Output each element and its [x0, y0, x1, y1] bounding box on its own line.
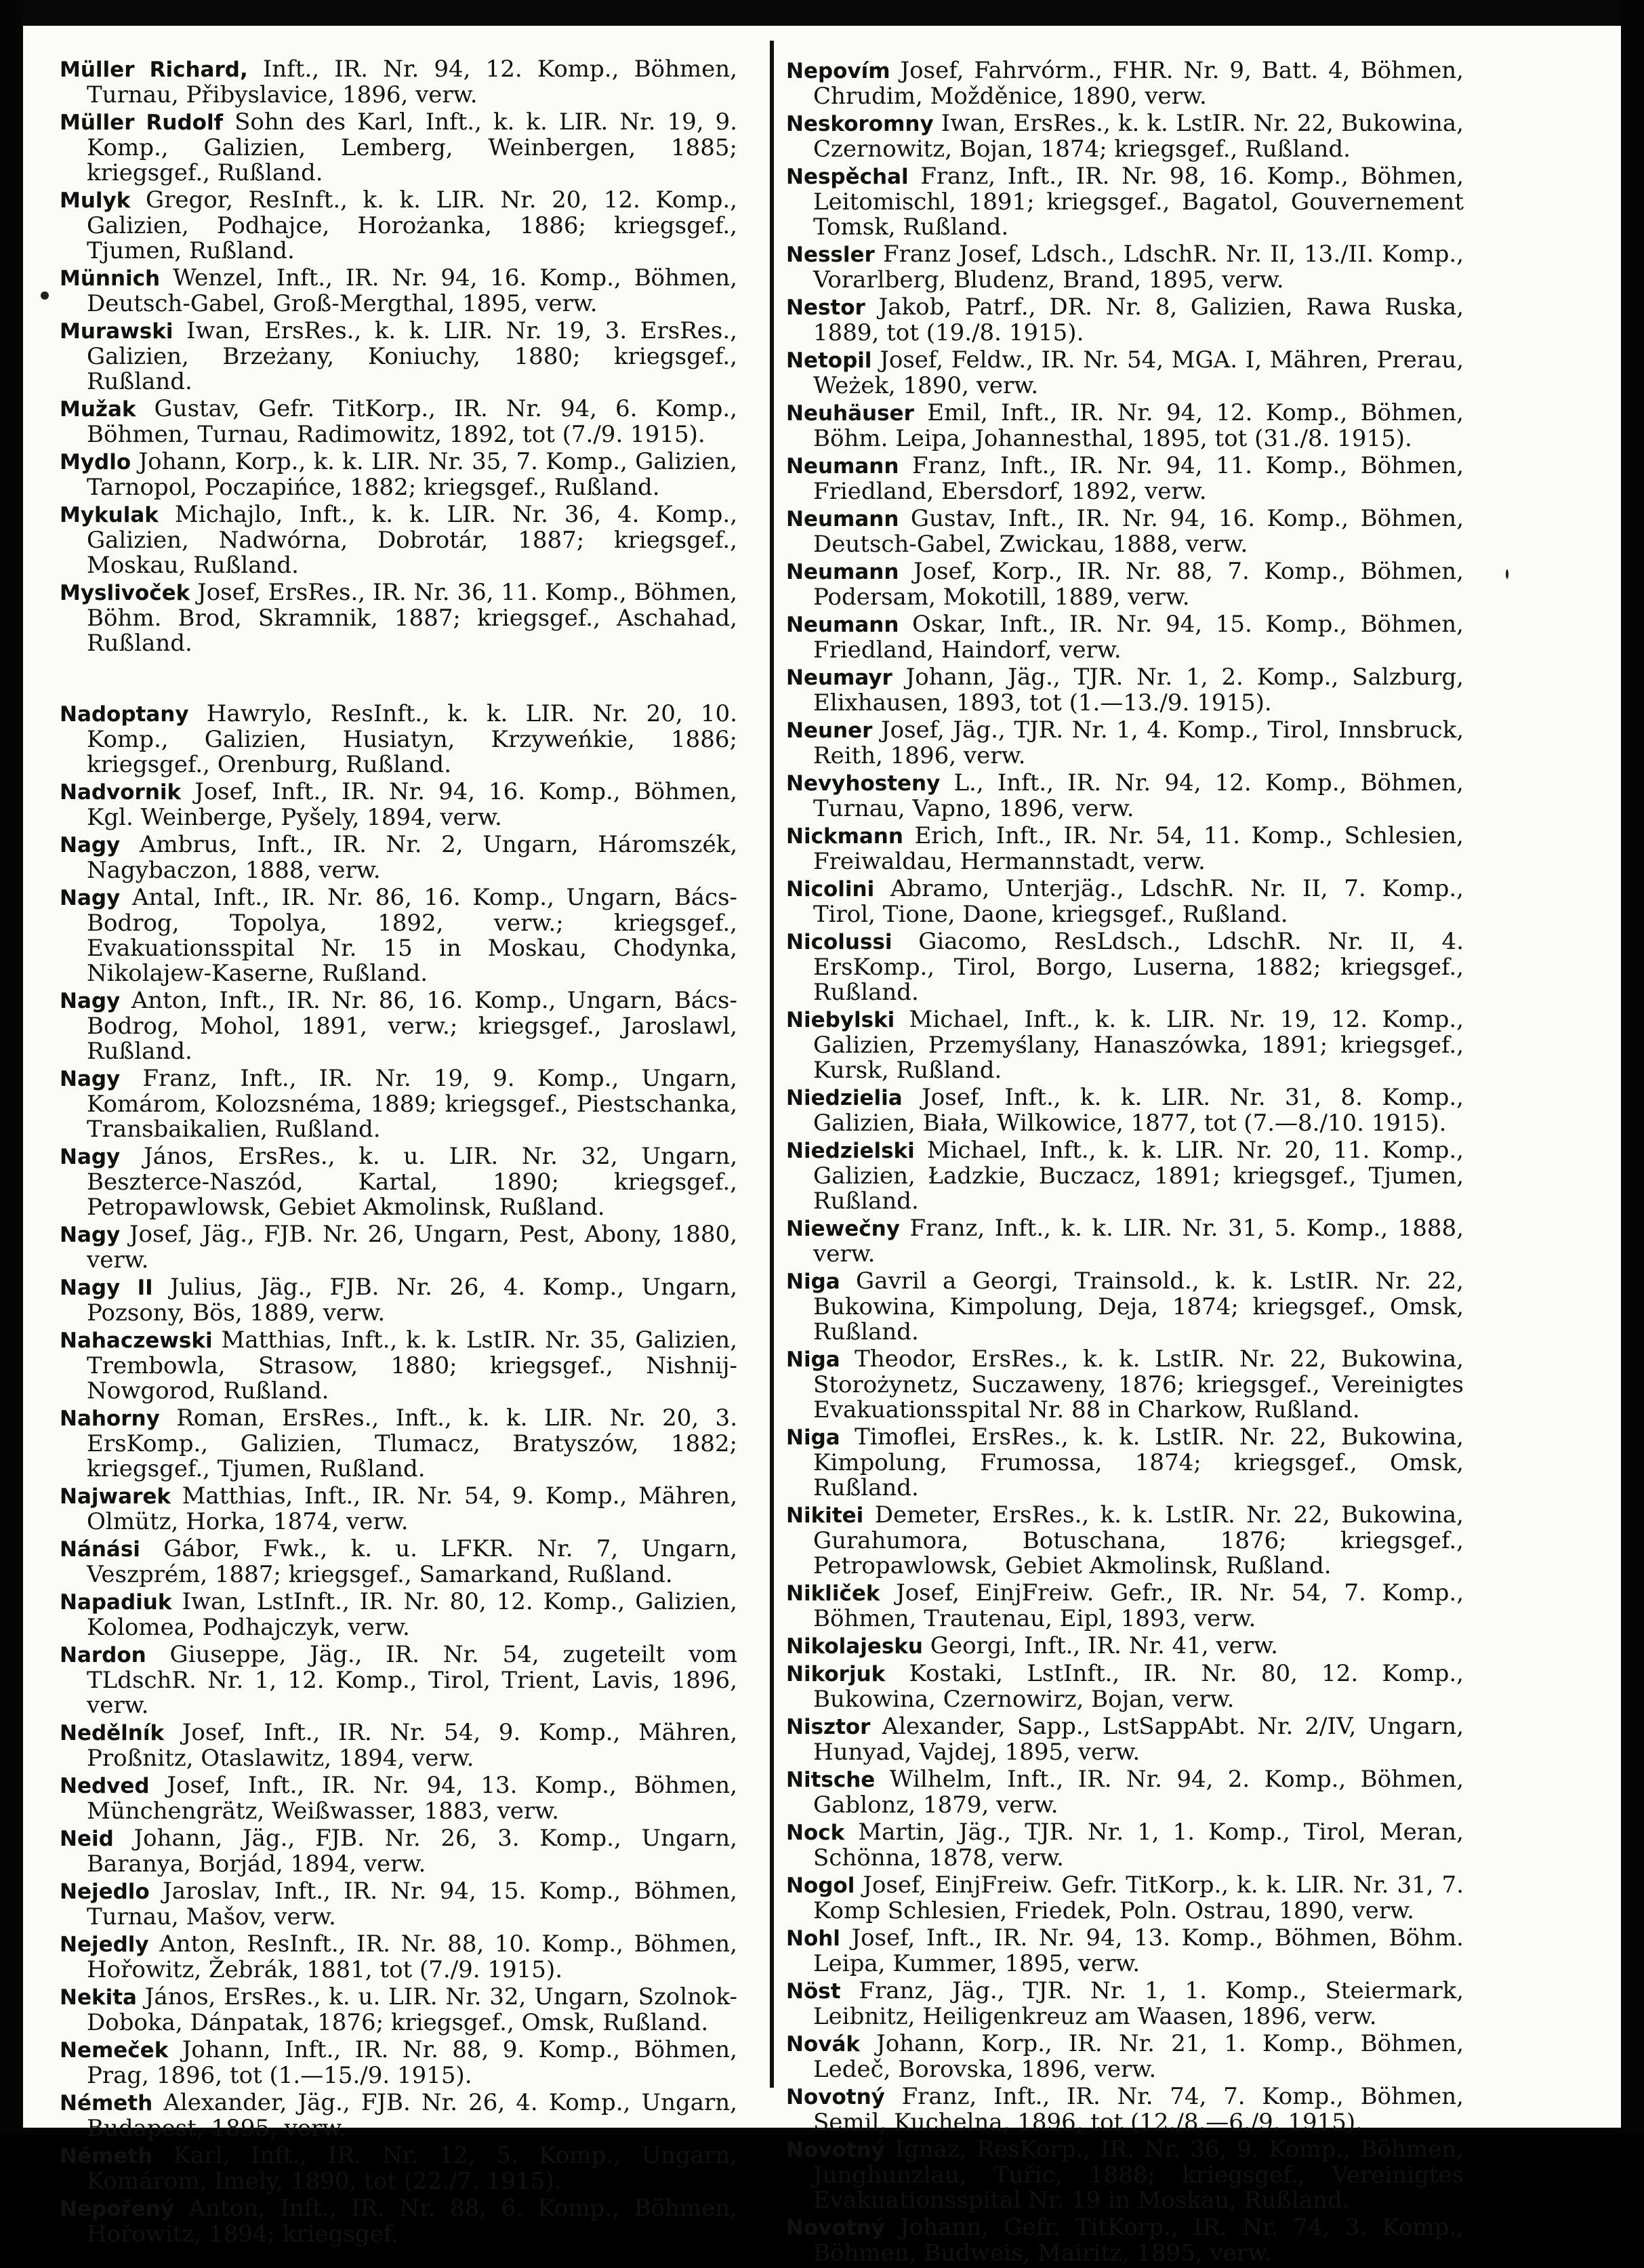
entry-surname: Nagy [60, 989, 121, 1013]
entry-details: Matthias, Inft., k. k. LstIR. Nr. 35, Galizien, Trembowla, Strasow, 1880; kriegsgef., Nishnij-Nowgorod, Rußland. [87, 1327, 737, 1404]
register-entry [60, 1328, 737, 1404]
register-entry [786, 665, 1464, 716]
register-entry [786, 1216, 1464, 1267]
register-entry [60, 1720, 737, 1771]
entry-details: Johann, Jäg., FJB. Nr. 26, 3. Komp., Ungarn, Baranya, Borjád, 1894, verw. [87, 1825, 737, 1878]
register-entry [60, 1773, 737, 1824]
entry-surname: Netopil [786, 348, 872, 373]
entry-surname: Niga [786, 1270, 840, 1294]
entry-details: Inft., IR. Nr. 94, 12. Komp., Böhmen, Turnau, Přibyslavice, 1896, verw. [87, 56, 737, 108]
entry-surname: Nogol [786, 1874, 855, 1898]
entry-details: Ignaz, ResKorp., IR. Nr. 36, 9. Komp., Böhmen, Junghunzlau, Tuřic, 1888; kriegsgef., Vereinigtes Evakuationsspital Nr. 19 in Moskau, Rußland. [813, 2136, 1464, 2214]
entry-details: Iwan, ErsRes., k. k. LIR. Nr. 19, 3. ErsRes., Galizien, Brzeżany, Koniuchy, 1880; kriegsgef., Rußland. [87, 317, 737, 395]
register-entry [60, 1144, 737, 1220]
entry-surname: Nagy II [60, 1276, 153, 1300]
entry-details: Josef, ErsRes., IR. Nr. 36, 11. Komp., Böhmen, Böhm. Brod, Skramnik, 1887; kriegsgef., Aschahad, Rußland. [87, 579, 737, 657]
register-entry [60, 110, 737, 186]
entry-details: Gregor, ResInft., k. k. LIR. Nr. 20, 12. Komp., Galizien, Podhajce, Horożanka, 1886; kriegsgef., Tjumen, Rußland. [87, 186, 737, 264]
entry-details: Franz, Inft., IR. Nr. 94, 11. Komp., Böhmen, Friedland, Ebersdorf, 1892, verw. [813, 452, 1464, 505]
register-entry [60, 1066, 737, 1142]
entry-details: Johann, Inft., IR. Nr. 88, 9. Komp., Böhmen, Prag, 1896, tot (1.—15./9. 1915). [87, 2036, 737, 2089]
register-entry [60, 1985, 737, 2036]
register-entry [786, 1634, 1464, 1659]
entry-details: Josef, EinjFreiw. Gefr. TitKorp., k. k. LIR. Nr. 31, 7. Komp Schlesien, Friedek, Poln. Ostrau, 1890, verw. [813, 1871, 1464, 1924]
entry-details: Abramo, Unterjäg., LdschR. Nr. II, 7. Komp., Tirol, Tione, Daone, kriegsgef., Rußland. [813, 875, 1464, 928]
entry-surname: Nejedlo [60, 1880, 150, 1904]
register-entry [60, 779, 737, 830]
register-entry [786, 771, 1464, 822]
entry-details: Josef, Fahrvórm., FHR. Nr. 9, Batt. 4, Böhmen, Chrudim, Možděnice, 1890, verw. [813, 57, 1464, 110]
entry-details: Wenzel, Inft., IR. Nr. 94, 16. Komp., Böhmen, Deutsch-Gabel, Groß-Mergthal, 1895, verw. [87, 264, 737, 317]
entry-surname: Neumann [786, 613, 899, 637]
entry-details: Johann, Jäg., TJR. Nr. 1, 2. Komp., Salzburg, Elixhausen, 1893, tot (1.—13./9. 1915). [813, 664, 1464, 716]
right-column [786, 58, 1464, 2268]
entry-details: Georgi, Inft., IR. Nr. 41, verw. [922, 1632, 1278, 1659]
entry-surname: Niedzielia [786, 1086, 903, 1110]
entry-surname: Nedělník [60, 1721, 165, 1745]
entry-surname: Müller Richard, [60, 58, 248, 82]
entry-details: Franz Josef, Ldsch., LdschR. Nr. II, 13./II. Komp., Vorarlberg, Bludenz, Brand, 1895, verw. [813, 241, 1464, 293]
entry-surname: Nadvornik [60, 780, 182, 805]
entry-surname: Müller Rudolf [60, 110, 224, 135]
register-entry [786, 164, 1464, 240]
entry-surname: Nickmann [786, 824, 903, 849]
register-entry [60, 1222, 737, 1273]
entry-details: Iwan, ErsRes., k. k. LstIR. Nr. 22, Bukowina, Czernowitz, Bojan, 1874; kriegsgef., Rußland. [813, 110, 1464, 163]
entry-details: Josef, Jäg., FJB. Nr. 26, Ungarn, Pest, Abony, 1880, verw. [87, 1221, 737, 1274]
entry-surname: Nagy [60, 1145, 121, 1169]
register-entry [60, 1406, 737, 1482]
register-entry [786, 1979, 1464, 2029]
entry-surname: Nagy [60, 833, 121, 857]
entry-surname: Nitsche [786, 1768, 876, 1792]
entry-surname: Nessler [786, 243, 875, 267]
entry-surname: Nadoptany [60, 702, 189, 727]
entry-details: Gábor, Fwk., k. u. LFKR. Nr. 7, Ungarn, Veszprém, 1887; kriegsgef., Samarkand, Rußland. [87, 1535, 737, 1588]
entry-surname: Mydlo [60, 450, 131, 474]
entry-details: Timoflei, ErsRes., k. k. LstIR. Nr. 22, Bukowina, Kimpolung, Frumossa, 1874; kriegsgef., Omsk, Rußland. [813, 1423, 1464, 1501]
entry-details: Karl, Inft., IR. Nr. 12, 5. Komp., Ungarn, Komárom, Imely, 1890, tot (22./7. 1915). [87, 2142, 737, 2195]
register-entry [60, 1275, 737, 1326]
entry-surname: Neumayr [786, 666, 892, 690]
entry-surname: Niga [786, 1348, 840, 1372]
entry-details: Anton, ResInft., IR. Nr. 88, 10. Komp., Böhmen, Hořowitz, Žebrák, 1881, tot (7./9. 1915). [87, 1930, 737, 1983]
entry-details: János, ErsRes., k. u. LIR. Nr. 32, Ungarn, Beszterce-Naszód, Kartal, 1890; kriegsgef., Petropawlowsk, Gebiet Akmolinsk, Rußland. [87, 1143, 737, 1221]
entry-details: Giuseppe, Jäg., IR. Nr. 54, zugeteilt vom TLdschR. Nr. 1, 12. Komp., Tirol, Trient, Lavis, 1896, verw. [87, 1641, 737, 1719]
entry-surname: Nespěchal [786, 165, 909, 189]
register-entry [786, 1085, 1464, 1136]
register-entry [786, 453, 1464, 504]
entry-surname: Niebylski [786, 1008, 895, 1032]
entry-details: Josef, Jäg., TJR. Nr. 1, 4. Komp., Tirol, Innsbruck, Reith, 1896, verw. [813, 716, 1464, 769]
register-entry [60, 266, 737, 317]
register-entry [60, 1484, 737, 1535]
register-entry [786, 58, 1464, 109]
entry-surname: Mužak [60, 397, 136, 422]
register-entry [786, 824, 1464, 874]
entry-surname: Nahorny [60, 1406, 160, 1431]
entry-surname: Murawski [60, 319, 173, 344]
entry-surname: Németh [60, 2091, 153, 2115]
entry-surname: Nohl [786, 1926, 840, 1951]
entry-details: Sohn des Karl, Inft., k. k. LIR. Nr. 19, 9. Komp., Galizien, Lemberg, Weinbergen, 1885; kriegsgef., Rußland. [87, 108, 737, 186]
entry-surname: Niewečny [786, 1217, 900, 1241]
register-entry [786, 1347, 1464, 1423]
entry-details: Josef, Korp., IR. Nr. 88, 7. Komp., Böhmen, Podersam, Mokotill, 1889, verw. [813, 558, 1464, 611]
register-entry [60, 2196, 737, 2247]
register-entry [60, 580, 737, 656]
entry-surname: Novák [786, 2032, 860, 2057]
register-entry [786, 1007, 1464, 1083]
register-entry [60, 449, 737, 500]
entry-details: Gavril a Georgi, Trainsold., k. k. LstIR. Nr. 22, Bukowina, Kimpolung, Deja, 1874; kriegsgef., Omsk, Rußland. [813, 1268, 1464, 1345]
register-entry [60, 832, 737, 883]
entry-surname: Nekita [60, 1985, 137, 2010]
entry-details: Josef, Inft., k. k. LIR. Nr. 31, 8. Komp., Galizien, Biała, Wilkowice, 1877, tot (7.—8./10. 1915). [813, 1084, 1464, 1137]
entry-details: Franz, Inft., IR. Nr. 98, 16. Komp., Böhmen, Leitomischl, 1891; kriegsgef., Bagatol, Gouvernement Tomsk, Rußland. [813, 163, 1464, 241]
register-entry [786, 1425, 1464, 1501]
entry-surname: Nejedly [60, 1932, 149, 1957]
scan-edge-top [0, 0, 1644, 26]
register-entry [786, 2215, 1464, 2266]
register-entry [60, 1537, 737, 1587]
entry-details: Michael, Inft., k. k. LIR. Nr. 20, 11. Komp., Galizien, Ładzkie, Buczacz, 1891; kriegsgef., Tjumen, Rußland. [813, 1137, 1464, 1215]
entry-details: Franz, Inft., k. k. LIR. Nr. 31, 5. Komp., 1888, verw. [813, 1215, 1464, 1268]
register-entry [786, 1767, 1464, 1818]
entry-surname: Napadiuk [60, 1590, 172, 1615]
entry-details: Antal, Inft., IR. Nr. 86, 16. Komp., Ungarn, Bács-Bodrog, Topolya, 1892, verw.; kriegsgef., Evakuationsspital Nr. 15 in Moskau, Chodynka, Nikolajew-Kaserne, Rußland. [87, 884, 737, 987]
register-entry [60, 502, 737, 578]
entry-details: Emil, Inft., IR. Nr. 94, 12. Komp., Böhmen, Böhm. Leipa, Johannesthal, 1895, tot (31./8. 1915). [813, 399, 1464, 452]
entry-surname: Niedzielski [786, 1139, 915, 1163]
entry-surname: Nikorjuk [786, 1662, 886, 1686]
entry-details: Josef, Inft., IR. Nr. 54, 9. Komp., Mähren, Proßnitz, Otaslawitz, 1894, verw. [87, 1719, 737, 1772]
entry-surname: Neskoromny [786, 112, 934, 136]
entry-surname: Nöst [786, 1979, 841, 2004]
entry-details: Johann, Korp., k. k. LIR. Nr. 35, 7. Komp., Galizien, Tarnopol, Poczapińce, 1882; kriegsgef., Rußland. [87, 448, 737, 501]
register-entry [786, 876, 1464, 927]
register-entry [786, 111, 1464, 162]
entry-surname: Neumann [786, 454, 899, 479]
entry-surname: Nikolajesku [786, 1634, 923, 1659]
left-column [60, 57, 737, 2249]
register-entry [60, 188, 737, 264]
entry-details: Johann, Gefr. TitKorp., IR. Nr. 74, 3. Komp., Böhmen, Budweis, Mairitz, 1895, verw. [813, 2214, 1464, 2267]
entry-surname: Najwarek [60, 1484, 171, 1509]
register-entry [786, 1661, 1464, 1712]
entry-details: Josef, Feldw., IR. Nr. 54, MGA. I, Mähren, Prerau, Weżek, 1890, verw. [813, 346, 1464, 399]
entry-details: Wilhelm, Inft., IR. Nr. 94, 2. Komp., Böhmen, Gablonz, 1879, verw. [813, 1766, 1464, 1819]
entry-surname: Nepovím [786, 59, 890, 83]
register-entry [60, 1932, 737, 1983]
entry-surname: Neid [60, 1827, 114, 1851]
entry-details: Ambrus, Inft., IR. Nr. 2, Ungarn, Háromszék, Nagybaczon, 1888, verw. [87, 831, 737, 884]
entry-surname: Mykulak [60, 503, 159, 527]
register-entry [60, 2038, 737, 2088]
entry-surname: Nánási [60, 1537, 140, 1562]
entry-details: Kostaki, LstInft., IR. Nr. 80, 12. Komp., Bukowina, Czernowirz, Bojan, verw. [813, 1660, 1464, 1713]
register-entry [786, 1581, 1464, 1632]
register-entry [60, 319, 737, 394]
entry-details: Josef, EinjFreiw. Gefr., IR. Nr. 54, 7. Komp., Böhmen, Trautenau, Eipl, 1893, verw. [813, 1579, 1464, 1632]
register-entry [60, 2090, 737, 2141]
scan-edge-left [0, 0, 23, 2134]
entry-surname: Mulyk [60, 188, 131, 213]
register-entry [786, 1714, 1464, 1765]
register-entry [786, 1138, 1464, 1214]
entry-details: Alexander, Jäg., FJB. Nr. 26, 4. Komp., Ungarn, Budapest, 1895, verw. [87, 2089, 737, 2142]
entry-surname: Neumann [786, 560, 899, 584]
register-entry [786, 295, 1464, 346]
entry-details: Alexander, Sapp., LstSappAbt. Nr. 2/IV, Ungarn, Hunyad, Vajdej, 1895, verw. [813, 1713, 1464, 1766]
entry-surname: Nikitei [786, 1503, 864, 1528]
register-entry [786, 1926, 1464, 1977]
entry-details: Matthias, Inft., IR. Nr. 54, 9. Komp., Mähren, Olmütz, Horka, 1874, verw. [87, 1482, 737, 1535]
entry-surname: Nahaczewski [60, 1329, 213, 1353]
left-column-section-m [60, 57, 737, 656]
entry-surname: Nevyhosteny [786, 771, 941, 796]
entry-details: Franz, Inft., IR. Nr. 74, 7. Komp., Böhmen, Semil, Kuchelna, 1896, tot (12./8.—6./9. 1915). [813, 2083, 1464, 2136]
register-entry [786, 2137, 1464, 2213]
register-entry [60, 2143, 737, 2194]
register-entry [60, 1642, 737, 1718]
register-entry [786, 2031, 1464, 2082]
entry-surname: Nock [786, 1821, 845, 1845]
section-gap [60, 658, 737, 702]
entry-surname: Nardon [60, 1643, 146, 1667]
entry-details: Hawrylo, ResInft., k. k. LIR. Nr. 20, 10. Komp., Galizien, Husiatyn, Krzyweńkie, 1886; kriegsgef., Orenburg, Rußland. [87, 700, 737, 778]
left-column-section-n [60, 702, 737, 2247]
entry-surname: Nepořený [60, 2197, 175, 2221]
register-entry [786, 1503, 1464, 1579]
entry-details: Giacomo, ResLdsch., LdschR. Nr. II, 4. ErsKomp., Tirol, Borgo, Luserna, 1882; kriegsgef., Rußland. [813, 928, 1464, 1006]
entry-details: Jakob, Patrf., DR. Nr. 8, Galizien, Rawa Ruska, 1889, tot (19./8. 1915). [813, 293, 1464, 346]
entry-surname: Nestor [786, 296, 865, 320]
entry-details: Franz, Jäg., TJR. Nr. 1, 1. Komp., Steiermark, Leibnitz, Heiligenkreuz am Waasen, 1896, verw. [813, 1977, 1464, 2030]
register-entry [786, 559, 1464, 610]
entry-details: Martin, Jäg., TJR. Nr. 1, 1. Komp., Tirol, Meran, Schönna, 1878, verw. [813, 1819, 1464, 1871]
entry-surname: Nisztor [786, 1715, 871, 1739]
entry-surname: Németh [60, 2144, 153, 2168]
entry-details: Josef, Inft., IR. Nr. 94, 13. Komp., Böhmen, Böhm. Leipa, Kummer, 1895, verw. [813, 1924, 1464, 1977]
entry-details: Josef, Inft., IR. Nr. 94, 13. Komp., Böhmen, Münchengrätz, Weißwasser, 1883, verw. [87, 1772, 737, 1825]
register-entry [786, 401, 1464, 451]
register-entry [60, 1589, 737, 1640]
register-entry [786, 1873, 1464, 1924]
register-entry [60, 1826, 737, 1877]
scan-speck [41, 291, 49, 300]
right-column-section-n [786, 58, 1464, 2266]
entry-details: Gustav, Gefr. TitKorp., IR. Nr. 94, 6. Komp., Böhmen, Turnau, Radimowitz, 1892, tot (7./9. 1915). [87, 395, 737, 448]
entry-surname: Neuner [786, 718, 873, 743]
entry-details: Josef, Inft., IR. Nr. 94, 16. Komp., Böhmen, Kgl. Weinberge, Pyšely, 1894, verw. [87, 778, 737, 831]
entry-surname: Nemeček [60, 2038, 169, 2063]
entry-details: L., Inft., IR. Nr. 94, 12. Komp., Böhmen, Turnau, Vapno, 1896, verw. [813, 769, 1464, 822]
register-entry [786, 1820, 1464, 1871]
entry-details: Michajlo, Inft., k. k. LIR. Nr. 36, 4. Komp., Galizien, Nadwórna, Dobrotár, 1887; kriegsgef., Moskau, Rußland. [87, 501, 737, 579]
entry-surname: Nagy [60, 1067, 121, 1091]
register-entry [60, 1879, 737, 1930]
entry-details: Demeter, ErsRes., k. k. LstIR. Nr. 22, Bukowina, Gurahumora, Botuschana, 1876; kriegsgef., Petropawlowsk, Gebiet Akmolinsk, Rußland. [813, 1501, 1464, 1579]
entry-details: János, ErsRes., k. u. LIR. Nr. 32, Ungarn, Szolnok-Doboka, Dánpatak, 1876; kriegsgef., Omsk, Rußland. [87, 1983, 737, 2036]
register-entry [786, 506, 1464, 557]
entry-details: Gustav, Inft., IR. Nr. 94, 16. Komp., Böhmen, Deutsch-Gabel, Zwickau, 1888, verw. [813, 505, 1464, 558]
register-entry [786, 612, 1464, 663]
entry-details: Johann, Korp., IR. Nr. 21, 1. Komp., Böhmen, Ledeč, Borovska, 1896, verw. [813, 2030, 1464, 2083]
entry-details: Oskar, Inft., IR. Nr. 94, 15. Komp., Böhmen, Friedland, Haindorf, verw. [813, 611, 1464, 664]
register-entry [786, 242, 1464, 293]
entry-details: Anton, Inft., IR. Nr. 86, 16. Komp., Ungarn, Bács-Bodrog, Mohol, 1891, verw.; kriegsgef., Jaroslawl, Rußland. [87, 987, 737, 1065]
register-entry [60, 885, 737, 986]
entry-surname: Neumann [786, 507, 899, 531]
register-entry [786, 348, 1464, 399]
entry-surname: Nicolussi [786, 930, 892, 954]
register-entry [786, 2084, 1464, 2135]
entry-surname: Myslivoček [60, 581, 190, 605]
entry-details: Franz, Inft., IR. Nr. 19, 9. Komp., Ungarn, Komárom, Kolozsnéma, 1889; kriegsgef., Piestschanka, Transbaikalien, Rußland. [87, 1065, 737, 1143]
entry-surname: Niga [786, 1425, 840, 1450]
entry-details: Julius, Jäg., FJB. Nr. 26, 4. Komp., Ungarn, Pozsony, Bös, 1889, verw. [87, 1274, 737, 1327]
register-entry [786, 929, 1464, 1005]
entry-details: Roman, ErsRes., Inft., k. k. LIR. Nr. 20, 3. ErsKomp., Galizien, Tlumacz, Bratyszów, 1882; kriegsgef., Tjumen, Rußland. [87, 1404, 737, 1482]
entry-surname: Novotný [786, 2085, 885, 2109]
entry-surname: Nedved [60, 1774, 150, 1798]
entry-details: Jaroslav, Inft., IR. Nr. 94, 15. Komp., Böhmen, Turnau, Mašov, verw. [87, 1878, 737, 1930]
entry-details: Iwan, LstInft., IR. Nr. 80, 12. Komp., Galizien, Kolomea, Podhajczyk, verw. [87, 1588, 737, 1641]
register-entry [60, 57, 737, 108]
entry-details: Anton, Inft., IR. Nr. 88, 6. Komp., Böhmen, Hořowitz, 1894; kriegsgef. [87, 2195, 737, 2248]
entry-surname: Novotný [786, 2138, 885, 2162]
entry-details: Theodor, ErsRes., k. k. LstIR. Nr. 22, Bukowina, Storożynetz, Suczaweny, 1876; kriegsgef., Vereinigtes Evakuationsspital Nr. 88 in Charkow, Rußland. [813, 1345, 1464, 1423]
entry-surname: Nikliček [786, 1581, 880, 1606]
column-divider [770, 41, 774, 2088]
entry-surname: Münnich [60, 266, 161, 291]
register-entry [60, 988, 737, 1064]
register-entry [786, 718, 1464, 769]
entry-surname: Nagy [60, 886, 121, 910]
entry-details: Michael, Inft., k. k. LIR. Nr. 19, 12. Komp., Galizien, Przemyślany, Hanaszówka, 1891; kriegsgef., Kursk, Rußland. [813, 1006, 1464, 1084]
entry-surname: Neuhäuser [786, 401, 914, 426]
register-entry [786, 1269, 1464, 1345]
entry-surname: Nagy [60, 1223, 121, 1247]
entry-details: Erich, Inft., IR. Nr. 54, 11. Komp., Schlesien, Freiwaldau, Hermannstadt, verw. [813, 822, 1464, 875]
register-entry [60, 702, 737, 777]
entry-surname: Novotný [786, 2216, 885, 2240]
scan-speck [1506, 569, 1508, 579]
entry-surname: Nicolini [786, 877, 875, 902]
scan-edge-right [1621, 0, 1644, 2134]
register-entry [60, 397, 737, 447]
